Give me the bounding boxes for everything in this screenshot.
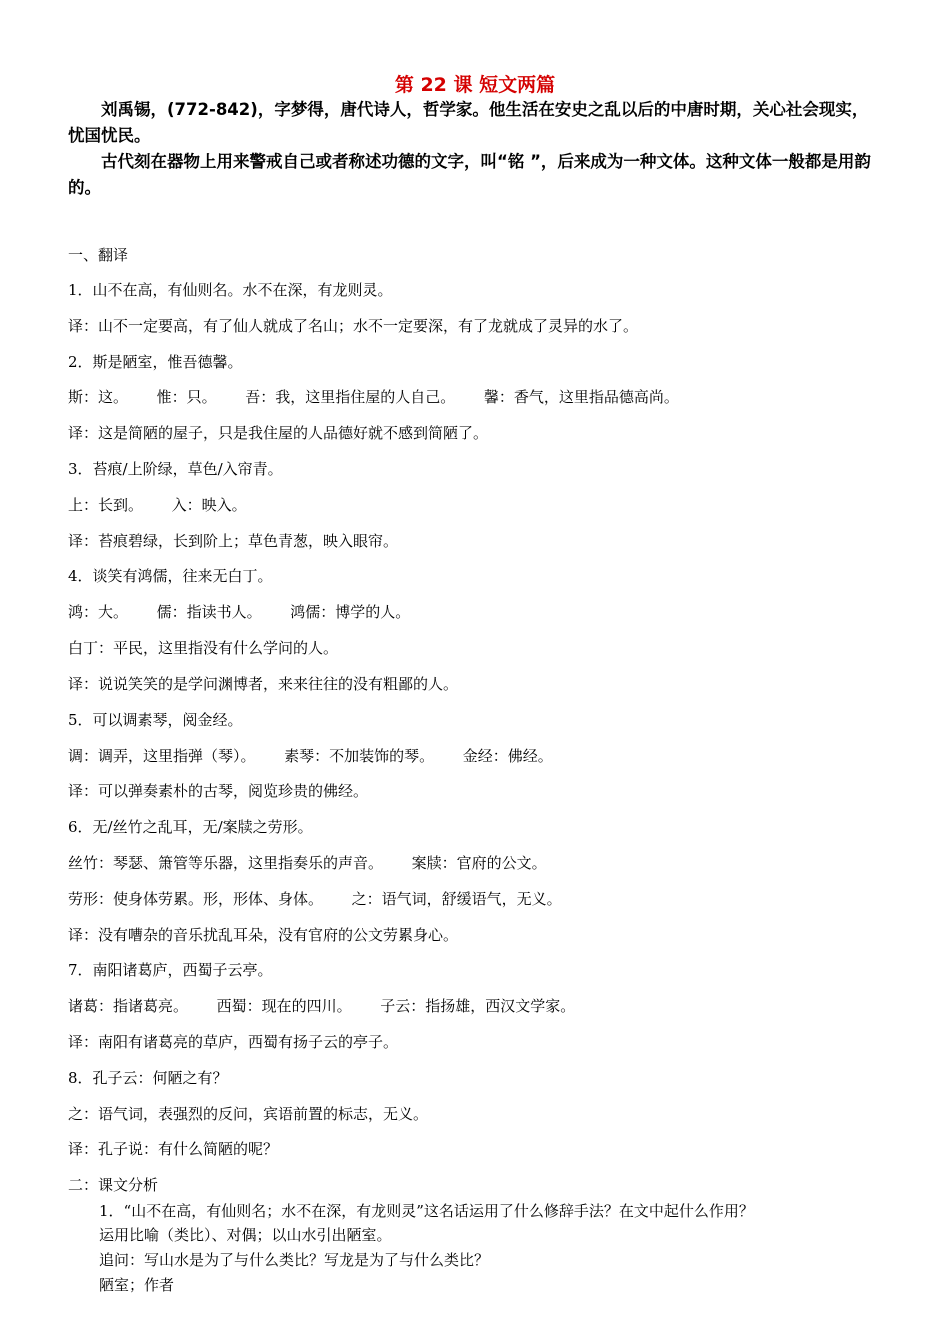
- text-line: 鸿：大。 儒：指读书人。 鸿儒：博学的人。: [68, 603, 411, 621]
- text-line: 之：语气词，表强烈的反问，宾语前置的标志，无义。: [68, 1105, 429, 1123]
- text-line: 3．苔痕/上阶绿，草色/入帘青。: [68, 460, 283, 478]
- text-line: 7．南阳诸葛庐，西蜀子云亭。: [68, 961, 273, 979]
- text-line: 上：长到。 入：映入。: [68, 496, 247, 514]
- text-line: 白丁：平民，这里指没有什么学问的人。: [68, 639, 339, 657]
- text-line: 2．斯是陋室，惟吾德馨。: [68, 353, 243, 371]
- lesson-title: 第 22 课 短文两篇: [394, 74, 556, 96]
- text-line: 1．山不在高，有仙则名。水不在深，有龙则灵。: [68, 281, 393, 299]
- text-line: 诸葛：指诸葛亮。 西蜀：现在的四川。 子云：指扬雄，西汉文学家。: [68, 997, 576, 1015]
- text-line: 8．孔子云：何陋之有？: [68, 1069, 228, 1087]
- section-heading-translation: 一、翻译: [68, 246, 129, 264]
- intro-author-paragraph: 刘禹锡，(772-842)，字梦得，唐代诗人，哲学家。他生活在安史之乱以后的中唐时期，关心社会现实，忧国忧民。: [68, 100, 869, 145]
- text-line: 译：孔子说：有什么简陋的呢？: [68, 1140, 279, 1158]
- text-line: 译：可以弹奏素朴的古琴，阅览珍贵的佛经。: [68, 782, 369, 800]
- text-line: 译：南阳有诸葛亮的草庐，西蜀有扬子云的亭子。: [68, 1033, 399, 1051]
- text-line: 斯：这。 惟：只。 吾：我，这里指住屋的人自己。 馨：香气，这里指品德高尚。: [68, 388, 679, 406]
- section-heading-analysis: 二：课文分析: [68, 1176, 159, 1194]
- text-line: 译：说说笑笑的是学问渊博者，来来往往的没有粗鄙的人。: [68, 675, 459, 693]
- text-line: 6．无/丝竹之乱耳，无/案牍之劳形。: [68, 818, 313, 836]
- text-line: 4．谈笑有鸿儒，往来无白丁。: [68, 567, 273, 585]
- analysis-answer: 运用比喻（类比）、对偶；以山水引出陋室。: [99, 1226, 392, 1244]
- text-line: 译：苔痕碧绿，长到阶上；草色青葱，映入眼帘。: [68, 532, 399, 550]
- analysis-question: 1．“山不在高，有仙则名；水不在深，有龙则灵”这名话运用了什么修辞手法？在文中起什么作用？: [99, 1202, 754, 1220]
- analysis-followup: 追问：写山水是为了与什么类比？写龙是为了与什么类比？: [99, 1251, 490, 1269]
- intro-genre-paragraph: 古代刻在器物上用来警戒自己或者称述功德的文字，叫“铭 ”，后来成为一种文体。这种文体一般都是用韵的。: [68, 152, 871, 197]
- text-line: 译：这是简陋的屋子，只是我住屋的人品德好就不感到简陋了。: [68, 424, 489, 442]
- text-line: 丝竹：琴瑟、箫管等乐器，这里指奏乐的声音。 案牍：官府的公文。: [68, 854, 547, 872]
- text-line: 劳形：使身体劳累。形，形体、身体。 之：语气词，舒缓语气，无义。: [68, 890, 562, 908]
- text-line: 译：山不一定要高，有了仙人就成了名山；水不一定要深，有了龙就成了灵异的水了。: [68, 317, 639, 335]
- text-line: 5．可以调素琴，阅金经。: [68, 711, 243, 729]
- analysis-followup-answer: 陋室；作者: [99, 1276, 175, 1294]
- text-line: 译：没有嘈杂的音乐扰乱耳朵，没有官府的公文劳累身心。: [68, 926, 459, 944]
- text-line: 调：调弄，这里指弹（琴）。 素琴：不加装饰的琴。 金经：佛经。: [68, 747, 553, 765]
